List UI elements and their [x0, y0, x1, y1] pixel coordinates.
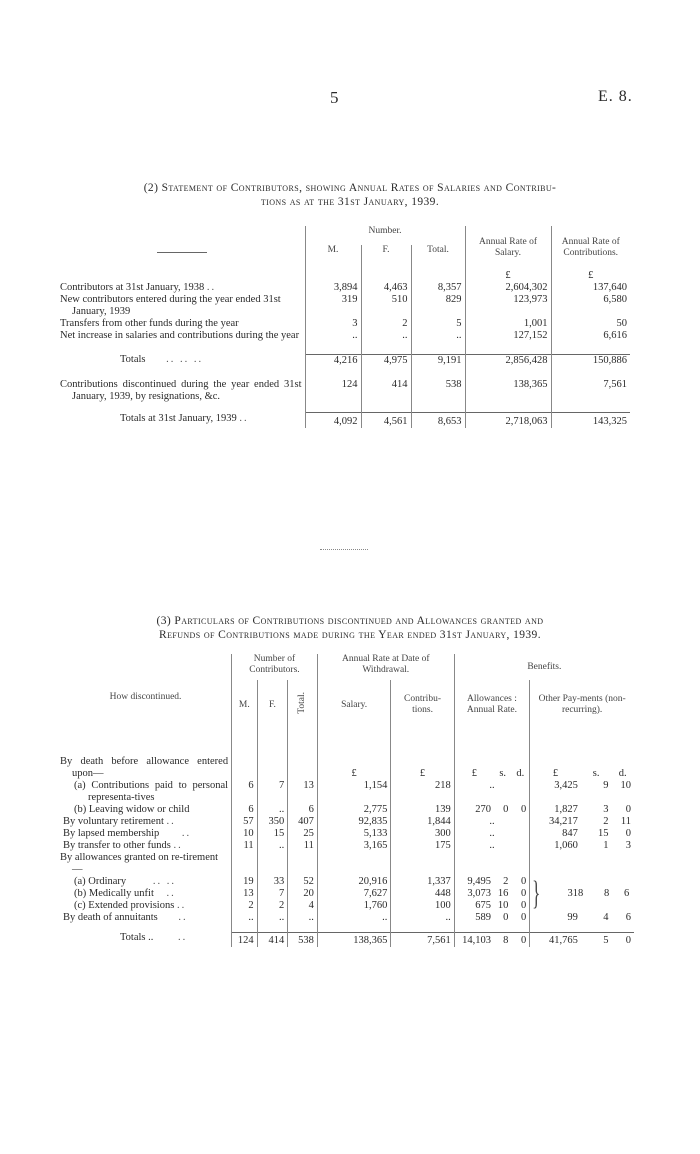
cell-f: 4,561	[361, 413, 411, 429]
cell-m: 2	[232, 900, 258, 912]
cell-other-l: 847	[530, 828, 581, 840]
cell-other-s: 5	[581, 932, 612, 947]
row-label: (b) Medically unfit	[74, 888, 154, 899]
table3-title	[30, 614, 670, 642]
cell-m: 19	[232, 876, 258, 888]
row-label: Contributors at 31st January, 1938	[60, 282, 205, 293]
cell-salary: 3,165	[317, 840, 391, 852]
table-row	[60, 294, 630, 318]
cell-f: 350	[257, 816, 288, 828]
cell-contrib: 1,337	[391, 876, 454, 888]
cell-contrib: 50	[551, 318, 630, 330]
row-label: By voluntary retirement	[63, 816, 164, 827]
row-label: (b) Leaving widow or child	[74, 804, 190, 815]
table3	[60, 654, 634, 947]
cell-m: 57	[232, 816, 258, 828]
cell-contrib: 100	[391, 900, 454, 912]
table3-benefits-head: Benefits.	[454, 654, 634, 680]
cell-f: 510	[361, 294, 411, 318]
table3-number-head: Number of Contributors.	[232, 654, 318, 680]
cell-f: 2	[257, 900, 288, 912]
allow-pound-unit: £	[454, 756, 494, 780]
cell-salary: 7,627	[317, 888, 391, 900]
table2-total-head: Total.	[411, 245, 465, 270]
cell-allow: ..	[454, 840, 530, 852]
table3-title-line1: (3) Particulars of Contributions discontinued and Allowances granted and	[156, 615, 544, 627]
cell-contrib: 137,640	[551, 282, 630, 294]
cell-salary: 20,916	[317, 876, 391, 888]
cell-f: 33	[257, 876, 288, 888]
table-row-totals: Totals .. .. .. 4,216 4,975 9,191 2,856,428 150,886	[60, 354, 630, 367]
cell-f: ..	[257, 804, 288, 816]
cell-other-l: 1,827	[530, 804, 581, 816]
cell-other-d: 0	[625, 804, 631, 815]
cell-other-s: 1	[603, 840, 609, 851]
cell-other-d: 6	[625, 912, 631, 923]
cell-allow-s: 0	[503, 804, 509, 815]
cell-salary: 138,365	[465, 379, 551, 403]
cell-allow-s: 16	[497, 888, 509, 899]
allow-d-unit: d.	[516, 768, 525, 779]
cell-other-d: 0	[625, 828, 631, 839]
cell-m: 4,216	[305, 354, 361, 367]
table2-title-line1: (2) Statement of Contributors, showing Annual Rates of Salaries and Contribu-	[143, 182, 557, 194]
cell-m: 124	[232, 932, 258, 947]
cell-other-l: 3,425	[530, 780, 581, 804]
table-row: By lapsed membership .. 10 15 25 5,133 300 .. 847 15 0	[60, 828, 634, 840]
cell-salary: 2,718,063	[465, 413, 551, 429]
table-row	[60, 780, 634, 804]
cell-allow-d: 0	[521, 900, 527, 911]
cell-total: 52	[288, 876, 318, 888]
row-label: (a) Ordinary	[74, 876, 127, 887]
cell-contrib: 7,561	[391, 932, 454, 947]
cell-allow-l: 3,073	[454, 888, 494, 900]
cell-salary: 2,604,302	[465, 282, 551, 294]
table3-how-head: How discontinued.	[109, 691, 182, 702]
cell-allow-d: 0	[521, 912, 527, 923]
cell-m: 11	[232, 840, 258, 852]
document-reference: E. 8.	[598, 88, 633, 105]
cell-salary: 5,133	[317, 828, 391, 840]
cell-m: 4,092	[305, 413, 361, 429]
table3-total-head: Total.	[288, 680, 318, 730]
cell-m: ..	[232, 912, 258, 924]
table-row: (c) Extended provisions .. 2 2 4 1,760 100 675 10 0	[60, 900, 634, 912]
cell-total: 6	[288, 804, 318, 816]
cell-f: ..	[257, 912, 288, 924]
cell-allow-s: 0	[503, 912, 509, 923]
cell-other-l: 99	[530, 912, 581, 924]
table3-f-head: F.	[257, 680, 288, 730]
cell-other-s: 3	[603, 804, 609, 815]
cell-allow-s: 8	[494, 932, 511, 947]
table3-other-head: Other Pay-ments (non-recurring).	[530, 680, 634, 730]
table3-salary-head: Salary.	[317, 680, 391, 730]
cell-contrib: 6,580	[551, 294, 630, 318]
cell-other-d: 10	[620, 780, 631, 791]
table3-m-head: M.	[232, 680, 258, 730]
cell-other-d: 6	[624, 888, 630, 899]
other-s-unit: s.	[592, 768, 600, 779]
table-row	[60, 379, 630, 403]
table2-m-head: M.	[305, 245, 361, 270]
cell-other-s: 8	[604, 888, 610, 899]
cell-salary: 138,365	[317, 932, 391, 947]
cell-salary: 123,973	[465, 294, 551, 318]
table2-f-head: F.	[361, 245, 411, 270]
row-label: Transfers from other funds during the year	[60, 318, 239, 329]
cell-f: 7	[257, 888, 288, 900]
cell-total: ..	[411, 330, 465, 342]
cell-f: ..	[361, 330, 411, 342]
other-d-unit: d.	[618, 768, 627, 779]
cell-total: 9,191	[411, 354, 465, 367]
cell-total: 538	[288, 932, 318, 947]
cell-allow-l: 270	[454, 804, 494, 816]
cell-salary: 92,835	[317, 816, 391, 828]
cell-contrib: ..	[391, 912, 454, 924]
section-separator	[320, 549, 368, 550]
page-number: 5	[330, 88, 339, 107]
cell-m: 319	[305, 294, 361, 318]
table2-stub-head	[60, 226, 305, 270]
row-label: (a) Contributions paid to personal representa-tives	[74, 780, 229, 803]
row-label: Totals ..	[120, 932, 154, 943]
cell-contrib: 6,616	[551, 330, 630, 342]
cell-f: 414	[257, 932, 288, 947]
table-row: By transfer to other funds .. 11 .. 11 3,165 175 .. 1,060 1 3	[60, 840, 634, 852]
cell-allow-l: 589	[454, 912, 494, 924]
cell-total: 5	[411, 318, 465, 330]
cell-m: 124	[305, 379, 361, 403]
table-row	[60, 330, 630, 342]
cell-salary: 127,152	[465, 330, 551, 342]
contrib-unit: £	[391, 756, 454, 780]
group-label-death: By death before allowance entered upon—	[60, 756, 229, 779]
cell-total: 20	[288, 888, 318, 900]
table-row: Contributors at 31st January, 1938 .. 3,894 4,463 8,357 2,604,302 137,640	[60, 282, 630, 294]
brace-icon: }	[532, 875, 541, 912]
cell-total: 829	[411, 294, 465, 318]
cell-total: 4	[288, 900, 318, 912]
table3-allow-head: Allowances : Annual Rate.	[454, 680, 530, 730]
cell-allow: ..	[454, 828, 530, 840]
cell-other-d: 11	[620, 816, 631, 827]
allow-s-unit: s.	[499, 768, 507, 779]
cell-total: 538	[411, 379, 465, 403]
cell-f: 4,463	[361, 282, 411, 294]
row-label: Net increase in salaries and contributions during the year	[60, 330, 300, 341]
table3-rate-head: Annual Rate at Date of Withdrawal.	[317, 654, 454, 680]
cell-contrib: 139	[391, 804, 454, 816]
cell-total: 8,653	[411, 413, 465, 429]
cell-allow-d: 0	[521, 876, 527, 887]
table3-title-line2: Refunds of Contributions made during the Year ended 31st January, 1939.	[159, 629, 541, 641]
cell-allow-l: 14,103	[454, 932, 494, 947]
cell-contrib: 150,886	[551, 354, 630, 367]
cell-allow-s: 10	[497, 900, 509, 911]
cell-other-l: 1,060	[530, 840, 581, 852]
cell-f: 4,975	[361, 354, 411, 367]
cell-other-l: 34,217	[530, 816, 581, 828]
cell-total: ..	[288, 912, 318, 924]
cell-contrib: 1,844	[391, 816, 454, 828]
cell-allow-s: 2	[503, 876, 509, 887]
table-row-group	[60, 756, 634, 780]
cell-salary: 1,001	[465, 318, 551, 330]
cell-contrib: 143,325	[551, 413, 630, 429]
cell-contrib: 175	[391, 840, 454, 852]
table3-contrib-head: Contribu-tions.	[391, 680, 454, 730]
table2-title-line2: tions as at the 31st January, 1939.	[260, 196, 440, 208]
cell-allow: ..	[454, 816, 530, 828]
cell-salary: 2,856,428	[465, 354, 551, 367]
table-row: (b) Medically unfit .. 13 7 20 7,627 448 3,073 16 0	[60, 888, 634, 900]
table2	[60, 226, 630, 428]
cell-salary: ..	[317, 912, 391, 924]
cell-other-s: 9	[603, 780, 609, 791]
cell-total: 11	[288, 840, 318, 852]
row-label: By transfer to other funds	[63, 840, 171, 851]
table2-number-head: Number.	[305, 226, 465, 245]
row-label: (c) Extended provisions	[74, 900, 175, 911]
cell-f: 7	[257, 780, 288, 804]
cell-total: 25	[288, 828, 318, 840]
table2-contrib-unit: £	[551, 270, 630, 282]
cell-m: 13	[232, 888, 258, 900]
cell-allow-l: 9,495	[454, 876, 494, 888]
cell-m: 3	[305, 318, 361, 330]
cell-m: 10	[232, 828, 258, 840]
other-pound-unit: £	[530, 756, 581, 780]
cell-allow: ..	[454, 780, 530, 804]
table-row: By voluntary retirement .. 57 350 407 92,835 1,844 .. 34,217 2 11	[60, 816, 634, 828]
cell-contrib: 7,561	[551, 379, 630, 403]
cell-salary: 1,760	[317, 900, 391, 912]
table2-title	[45, 181, 655, 209]
cell-salary: 1,154	[317, 780, 391, 804]
cell-m: 6	[232, 780, 258, 804]
row-label: By death of annuitants	[63, 912, 158, 923]
cell-other-l: 318	[567, 888, 584, 899]
cell-total: 8,357	[411, 282, 465, 294]
cell-contrib: 300	[391, 828, 454, 840]
cell-m: ..	[305, 330, 361, 342]
table-row	[60, 318, 630, 330]
salary-unit: £	[317, 756, 391, 780]
cell-other-s: 2	[603, 816, 609, 827]
cell-other-d: 3	[625, 840, 631, 851]
cell-contrib: 218	[391, 780, 454, 804]
table2-contrib-head: Annual Rate of Contributions.	[551, 226, 630, 270]
cell-total: 13	[288, 780, 318, 804]
group-label-allowances: By allowances granted on re-tirement—	[60, 852, 219, 875]
cell-f: 2	[361, 318, 411, 330]
cell-f: ..	[257, 840, 288, 852]
cell-m: 3,894	[305, 282, 361, 294]
cell-f: 414	[361, 379, 411, 403]
cell-other-l: 41,765	[530, 932, 581, 947]
row-label: New contributors entered during the year ended 31st January, 1939	[60, 294, 281, 317]
cell-f: 15	[257, 828, 288, 840]
table-row	[60, 804, 634, 816]
row-label: By lapsed membership	[63, 828, 160, 839]
cell-salary: 2,775	[317, 804, 391, 816]
row-label: Totals at 31st January, 1939	[120, 412, 237, 424]
table-row-final-totals: Totals at 31st January, 1939 .. 4,092 4,561 8,653 2,718,063 143,325	[60, 413, 630, 429]
cell-allow-d: 0	[521, 804, 527, 815]
table-row-group	[60, 852, 634, 876]
row-label: Contributions discontinued during the year ended 31st January, 1939, by resignations, &c.	[60, 378, 302, 402]
cell-total: 407	[288, 816, 318, 828]
table-row-totals: Totals .. .. 124 414 538 138,365 7,561 14,103 8 0 41,765 5 0	[60, 932, 634, 947]
cell-other-d: 0	[611, 932, 634, 947]
cell-contrib: 448	[391, 888, 454, 900]
table2-salary-head: Annual Rate of Salary.	[465, 226, 551, 270]
table-row: (a) Ordinary .. .. 19 33 52 20,916 1,337 9,495 2 0 } 318 8 6	[60, 876, 634, 888]
table-row: By death of annuitants .. .. .. .. .. .. 589 0 0 99 4 6	[60, 912, 634, 924]
cell-other-group	[530, 876, 634, 912]
table2-salary-unit: £	[465, 270, 551, 282]
cell-other-s: 4	[603, 912, 609, 923]
row-label: Totals	[120, 354, 146, 365]
cell-m: 6	[232, 804, 258, 816]
cell-other-s: 15	[597, 828, 609, 839]
cell-allow-l: 675	[454, 900, 494, 912]
cell-allow-d: 0	[521, 888, 527, 899]
cell-allow-d: 0	[511, 932, 529, 947]
